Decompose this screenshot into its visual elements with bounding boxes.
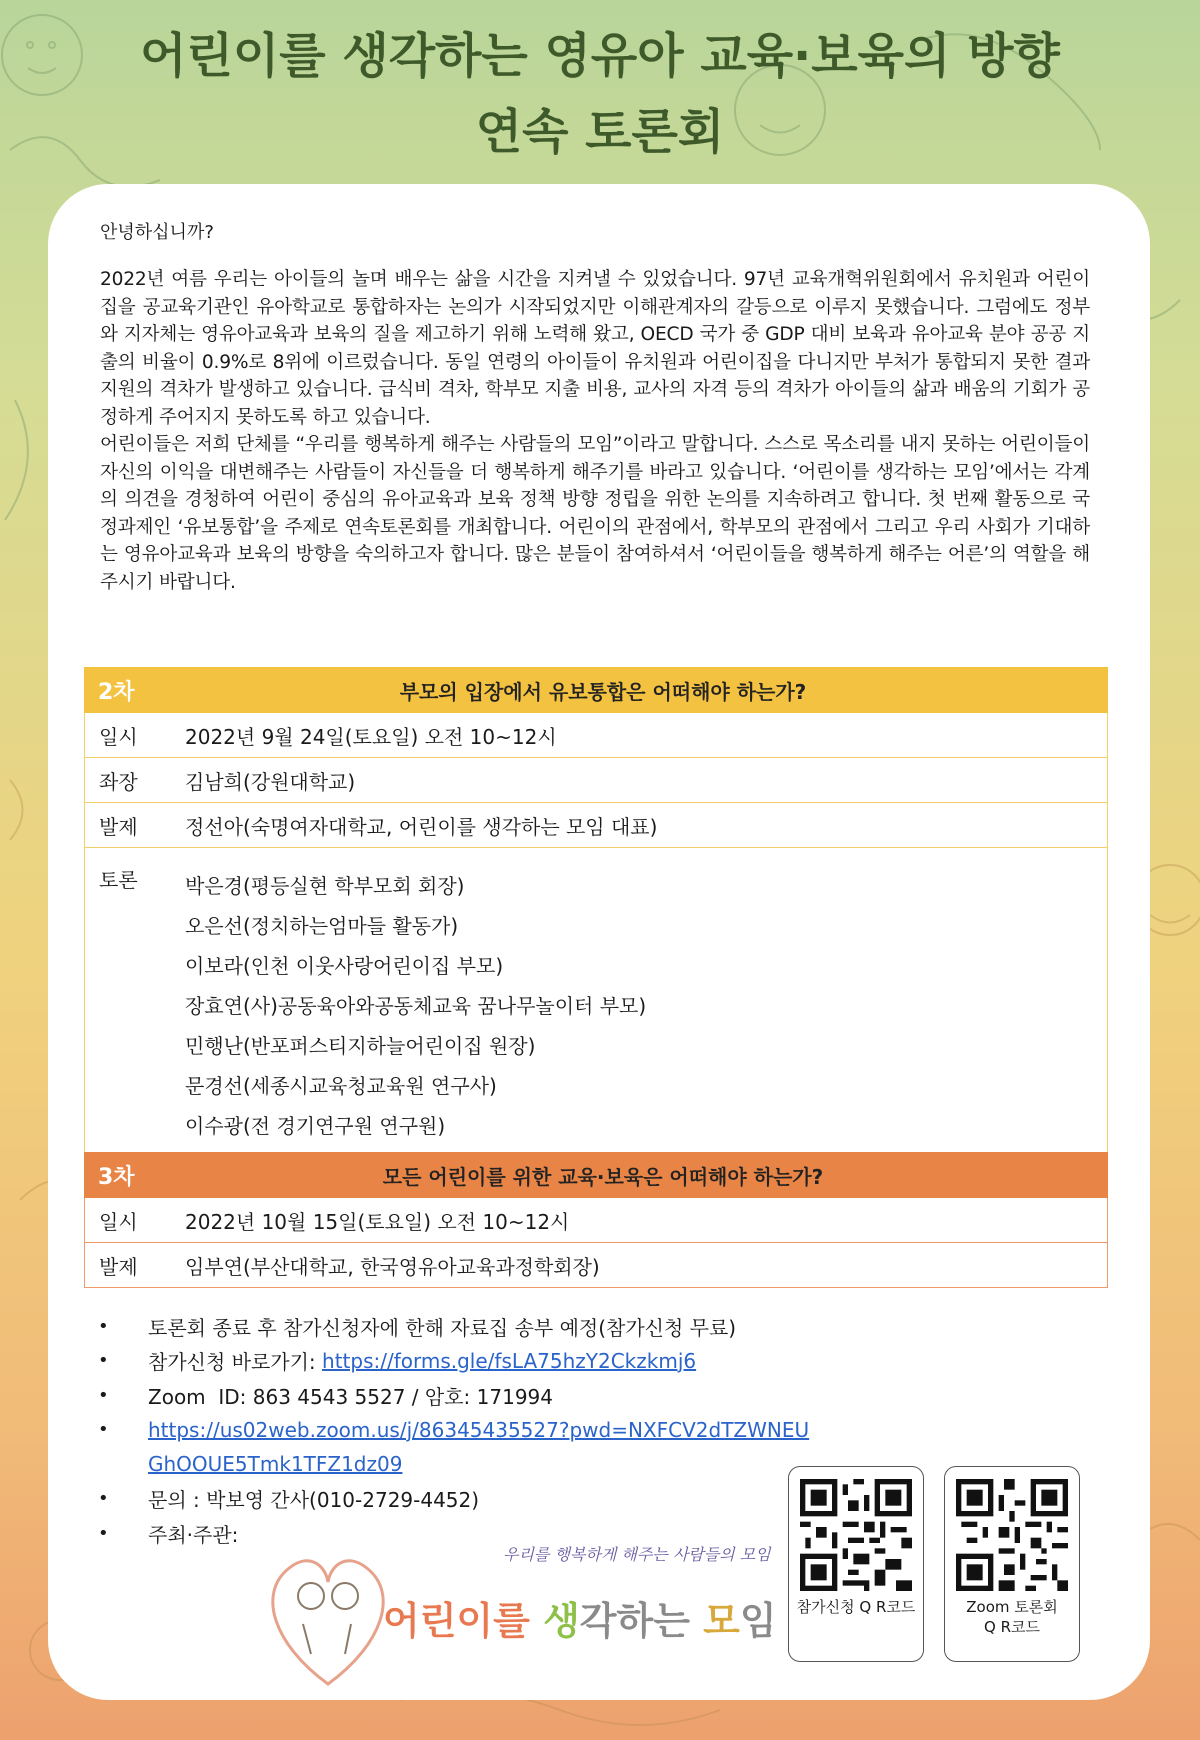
panelist: 문경선(세종시교육청교육원 연구사) xyxy=(185,1074,497,1098)
session-2-topic: 부모의 입장에서 유보통합은 어떠해야 하는가? xyxy=(399,679,807,704)
logo-name-part: 임 xyxy=(739,1599,777,1643)
zoom-qr-caption-line-2: Q R코드 xyxy=(984,1618,1040,1636)
register-qr-caption: 참가신청 Q R코드 xyxy=(796,1598,916,1616)
panelist: 오은선(정치하는엄마들 활동가) xyxy=(185,914,459,938)
session-2-number: 2차 xyxy=(98,679,135,705)
session-2-date-row xyxy=(84,713,1108,758)
session-3-presenter: 임부연(부산대학교, 한국영유아교육과정학회장) xyxy=(185,1254,600,1279)
bullet: • xyxy=(98,1384,109,1406)
list-item-contact xyxy=(98,1482,809,1517)
panelist: 장효연(사)공동육아와공동체교육 꿈나무놀이터 부모) xyxy=(185,994,647,1018)
zoom-qr-caption-line-1: Zoom 토론회 xyxy=(966,1598,1058,1616)
session-3-table xyxy=(84,1152,1108,1288)
date-label: 일시 xyxy=(99,724,138,749)
session-3-date: 2022년 10월 15일(토요일) 오전 10~12시 xyxy=(185,1209,570,1234)
bullet: • xyxy=(98,1522,109,1544)
logo-name-part: 모 xyxy=(703,1599,740,1643)
logo-name-part: 생 xyxy=(543,1599,580,1643)
session-3-date-row xyxy=(84,1198,1108,1243)
host-label: 주최·주관: xyxy=(148,1522,239,1547)
intro-text xyxy=(100,266,1090,596)
bullet: • xyxy=(98,1350,109,1372)
zoom-link-part-2[interactable]: GhOOUE5Tmk1TFZ1dz09 xyxy=(148,1452,403,1477)
list-item-zoom-link xyxy=(98,1413,809,1448)
session-3-number: 3차 xyxy=(98,1164,135,1190)
content-card xyxy=(48,184,1150,1700)
session-2-panel-row xyxy=(84,848,1108,1153)
session-2-chair: 김남희(강원대학교) xyxy=(185,769,356,794)
list-item-register xyxy=(98,1344,809,1379)
panelist-list xyxy=(185,866,1107,1146)
panelist: 박은경(평등실현 학부모회 회장) xyxy=(185,874,465,898)
session-3-presenter-row xyxy=(84,1243,1108,1288)
list-item-materials xyxy=(98,1309,809,1344)
list-item-zoom-id xyxy=(98,1378,809,1413)
session-3-header xyxy=(84,1152,1108,1198)
contact-info: 문의 : 박보영 간사(010-2729-4452) xyxy=(148,1488,480,1513)
logo-name-part: 어린이를 xyxy=(383,1599,544,1643)
panel-label: 토론 xyxy=(99,868,138,892)
panelist: 이수광(전 경기연구원 연구원) xyxy=(185,1114,446,1138)
chair-label: 좌장 xyxy=(99,769,138,794)
register-link[interactable]: https://forms.gle/fsLA75hzY2Ckzkmj6 xyxy=(322,1348,697,1373)
info-list xyxy=(98,1309,809,1551)
panelist: 민행난(반포퍼스티지하늘어린이집 원장) xyxy=(185,1034,536,1058)
date-label: 일시 xyxy=(99,1209,138,1234)
register-qr-code-icon[interactable] xyxy=(800,1479,912,1591)
materials-note: 토론회 종료 후 참가신청자에 한해 자료집 송부 예정(참가신청 무료) xyxy=(148,1315,737,1340)
logo-slogan: 우리를 행복하게 해주는 사람들의 모임 xyxy=(503,1545,771,1564)
session-2-date: 2022년 9월 24일(토요일) 오전 10~12시 xyxy=(185,724,557,749)
logo-name xyxy=(383,1590,777,1645)
zoom-qr-box[interactable] xyxy=(944,1466,1080,1662)
register-qr-box[interactable] xyxy=(788,1466,924,1662)
intro-paragraph-1: 2022년 여름 우리는 아이들의 놀며 배우는 삶을 시간을 지켜낼 수 있었습니다. 97년 교육개혁위원회에서 유치원과 어린이집을 공교육기관인 유아학교로 통합하자는 논의가 시작되었지만 이해관계자의 갈등으로 이루지 못했습니다. 그럼에도 정부와 지자체는 영유아교육과 보육의 질을 제고하기 위해 노력해 왔고, OECD 국가 중 GDP 대비 보육과 유아교육 분야 공공 지출의 비율이 0.9%로 8위에 이르렀습니다. 동일 연령의 아이들이 유치원과 어린이집을 다니지만 부처가 통합되지 못한 결과 지원의 격차가 발생하고 있습니다. 급식비 격차, 학부모 지출 비용, 교사의 자격 등의 격차가 아이들의 삶과 배움의 기회가 공정하게 주어지지 못하도록 하고 있습니다. xyxy=(100,269,1090,428)
session-2-chair-row xyxy=(84,758,1108,803)
zoom-id: Zoom ID: 863 4543 5527 / 암호: 171994 xyxy=(148,1384,553,1409)
intro-paragraph-2: 어린이들은 저희 단체를 “우리를 행복하게 해주는 사람들의 모임”이라고 말합니다. 스스로 목소리를 내지 못하는 어린이들이 자신의 이익을 대변해주는 사람들이 자신들을 더 행복하게 해주기를 바라고 있습니다. ‘어린이를 생각하는 모임’에서는 각계의 의견을 경청하여 어린이 중심의 유아교육과 보육 정책 방향 정립을 위한 논의를 지속하려고 합니다. 첫 번째 활동으로 국정과제인 ‘유보통합’을 주제로 연속토론회를 개최합니다. 어린이의 관점에서, 학부모의 관점에서 그리고 우리 사회가 기대하는 영유아교육과 보육의 방향을 숙의하고자 합니다. 많은 분들이 참여하셔서 ‘어린이들을 행복하게 해주는 어른’의 역할을 해 주시기 바랍니다. xyxy=(100,434,1090,593)
session-3-topic: 모든 어린이를 위한 교육·보육은 어떠해야 하는가? xyxy=(382,1164,824,1189)
session-2-presenter-row xyxy=(84,803,1108,848)
zoom-link[interactable]: https://us02web.zoom.us/j/86345435527?pwd=NXFCV2dTZWNEU xyxy=(148,1417,810,1442)
presenter-label: 발제 xyxy=(99,1254,138,1279)
panelist: 이보라(인천 이웃사랑어린이집 부모) xyxy=(185,954,504,978)
register-prefix: 참가신청 바로가기: xyxy=(148,1350,323,1375)
presenter-label: 발제 xyxy=(99,814,138,839)
zoom-link-continuation xyxy=(98,1447,809,1482)
title-line-2: 연속 토론회 xyxy=(475,104,725,160)
zoom-qr-caption xyxy=(945,1597,1079,1637)
organization-logo xyxy=(263,1534,803,1694)
session-2-table xyxy=(84,667,1108,1153)
session-2-presenter: 정선아(숙명여자대학교, 어린이를 생각하는 모임 대표) xyxy=(185,814,658,839)
poster-title xyxy=(0,18,1200,170)
logo-name-part: 각하는 xyxy=(579,1599,704,1643)
bullet: • xyxy=(98,1488,109,1510)
session-2-header xyxy=(84,667,1108,713)
bullet: • xyxy=(98,1419,109,1441)
heart-drawing-icon xyxy=(263,1534,393,1694)
bullet: • xyxy=(98,1315,109,1337)
title-line-1: 어린이를 생각하는 영유아 교육·보육의 방향 xyxy=(140,28,1060,84)
greeting: 안녕하십니까? xyxy=(100,222,214,243)
zoom-qr-code-icon[interactable] xyxy=(956,1479,1068,1591)
